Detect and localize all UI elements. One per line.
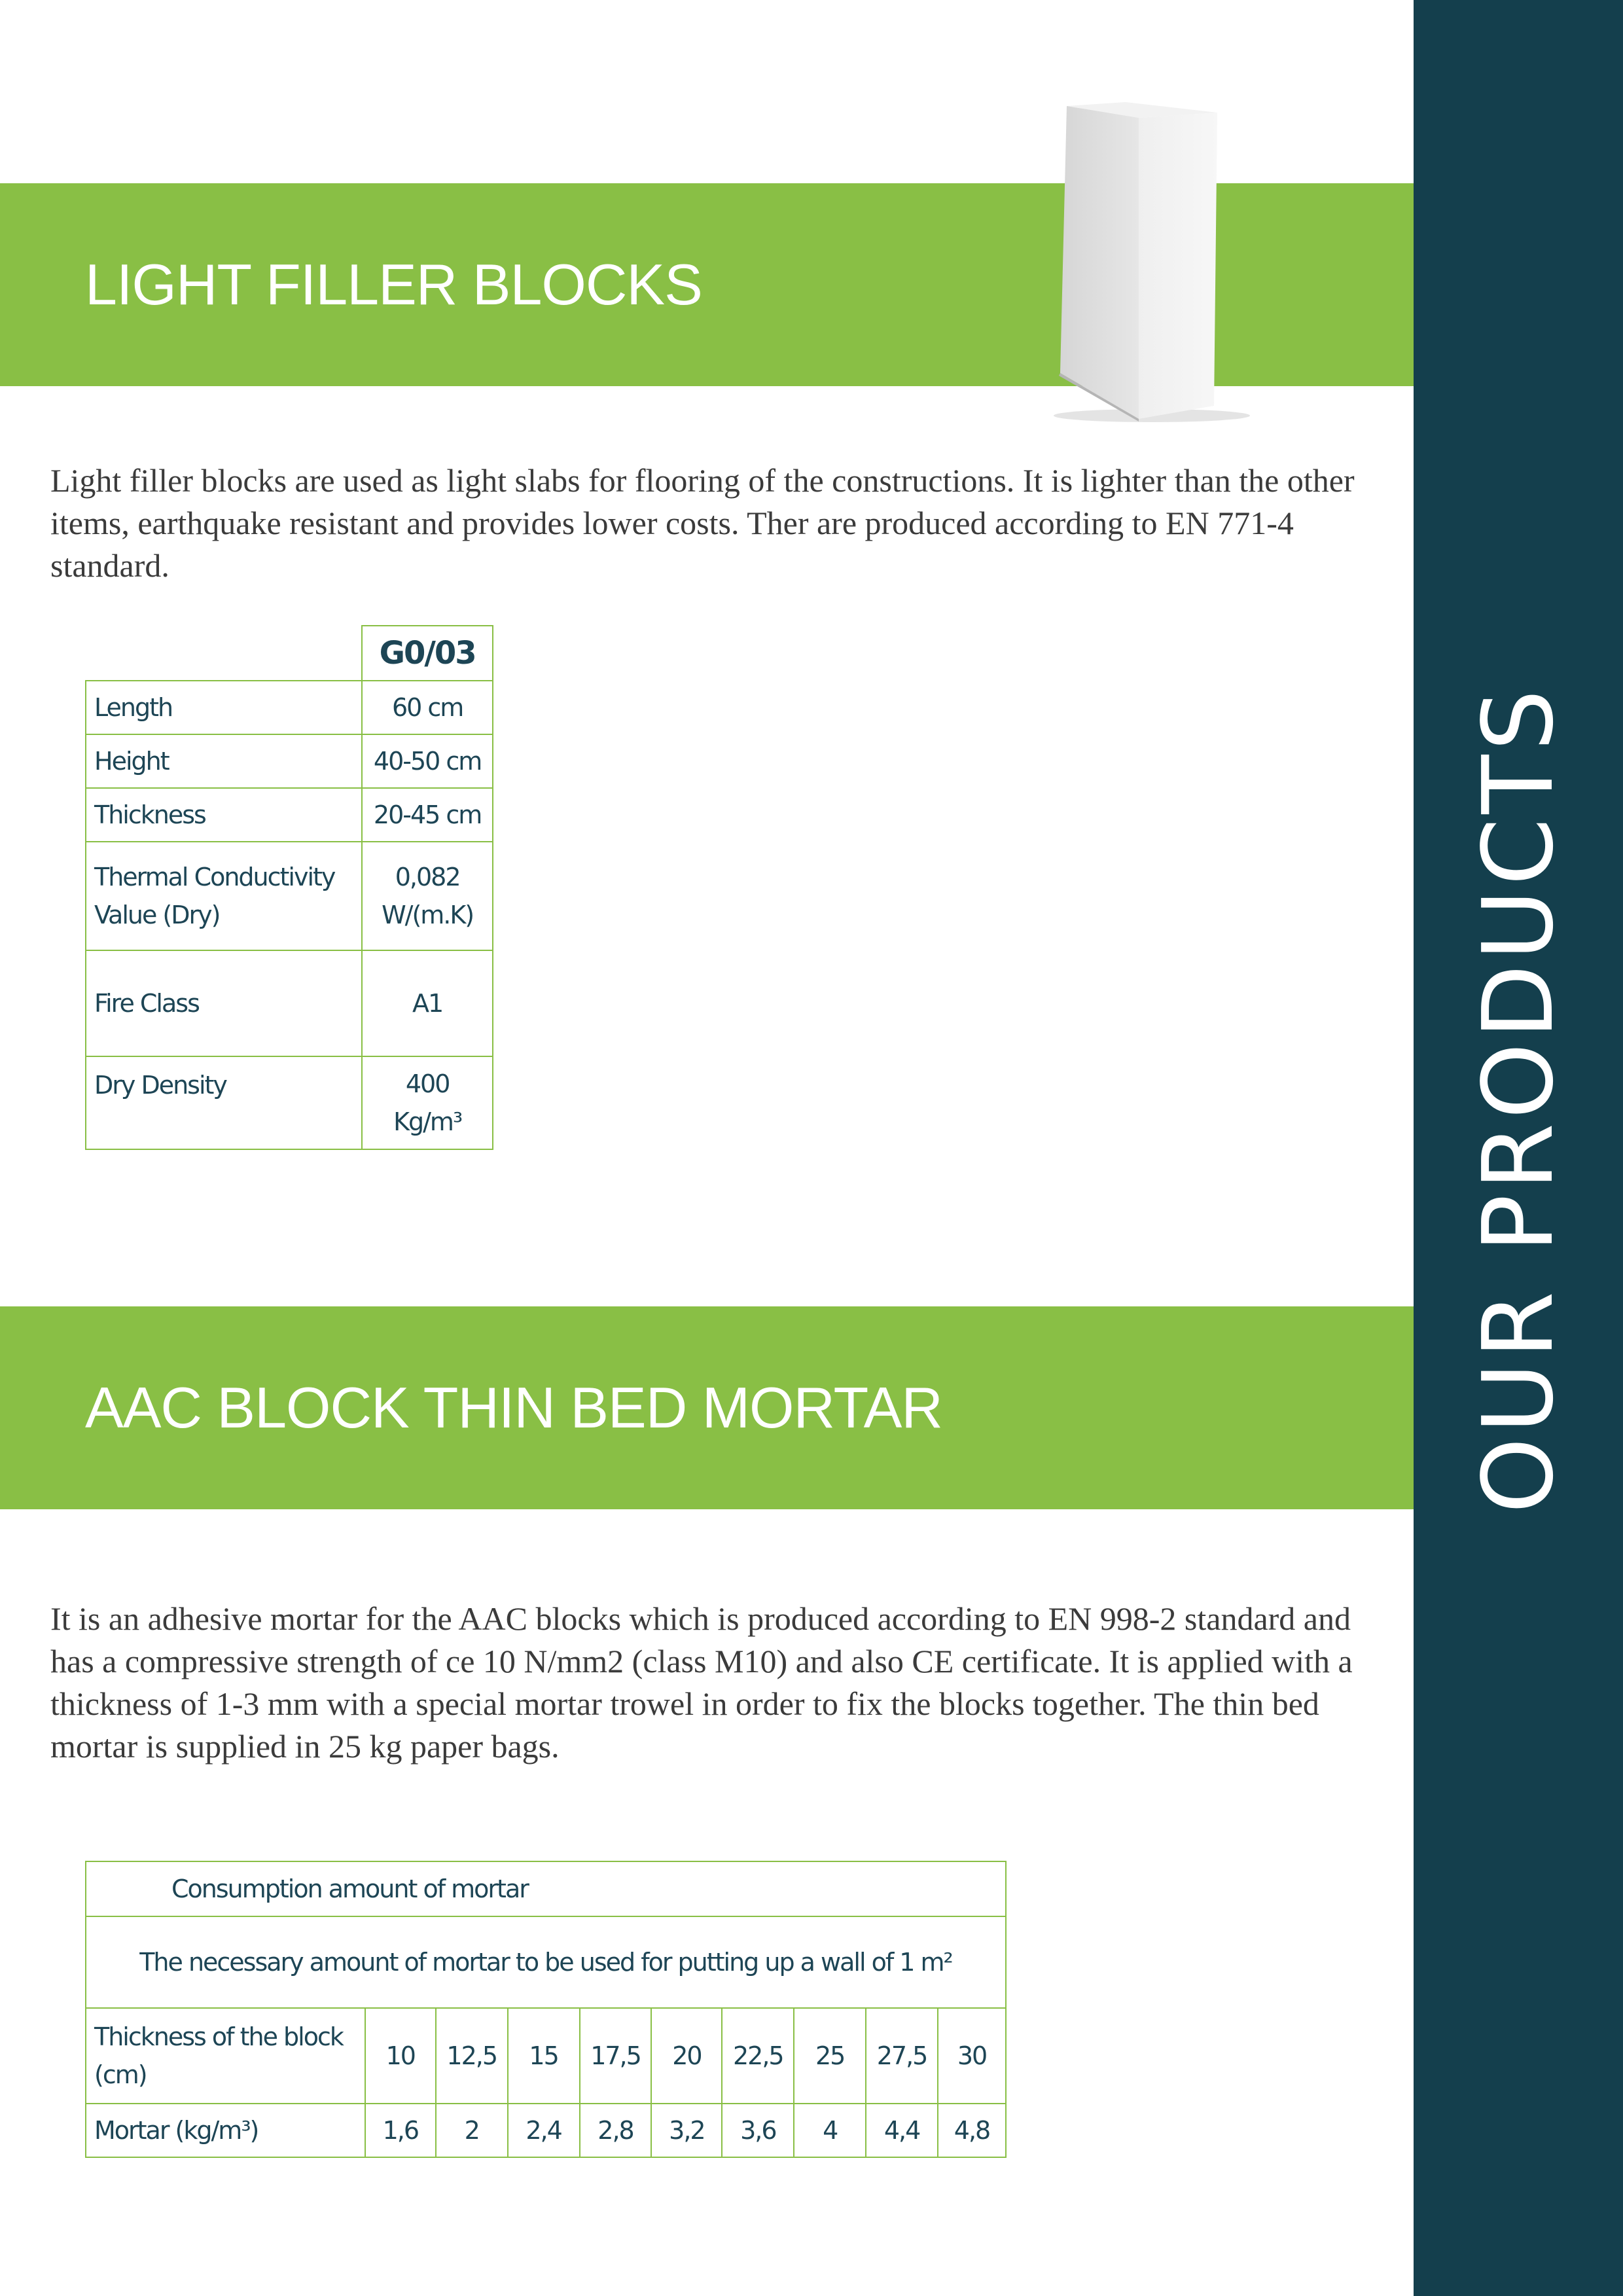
table-subtitle-row [86, 1916, 1006, 2008]
section2-banner [0, 1306, 1414, 1509]
row-label: Dry Density [86, 1056, 362, 1149]
mortar-cell: 2,4 [508, 2104, 580, 2157]
row-value: 400 Kg/m³ [362, 1056, 493, 1149]
row-label: Thermal Conductivity Value (Dry) [86, 842, 362, 950]
thickness-cell: 25 [794, 2008, 866, 2104]
table-row [86, 1056, 493, 1149]
consumption-subtitle: The necessary amount of mortar to be used for putting up a wall of 1 m² [86, 1916, 1006, 2008]
mortar-consumption-table [85, 1861, 1007, 2158]
mortar-cell: 3,6 [722, 2104, 794, 2157]
row-label: Height [86, 734, 362, 788]
sidebar-title: OUR PRODUCTS [1462, 685, 1575, 1514]
light-filler-spec-table [85, 625, 493, 1150]
row-label: Thickness [86, 788, 362, 842]
section1-title: LIGHT FILLER BLOCKS [85, 252, 702, 317]
mortar-cell: 1,6 [365, 2104, 436, 2157]
section1-description: Light filler blocks are used as light slabs for flooring of the constructions. It is lighter than the other items, earthquake resistant and provides lower costs. Ther are produced according to EN 771-4 standard. [50, 462, 1355, 584]
table-row [86, 681, 493, 734]
thickness-cell: 12,5 [436, 2008, 508, 2104]
mortar-cell: 4,4 [866, 2104, 938, 2157]
consumption-title: Consumption amount of mortar [86, 1861, 1006, 1916]
table-row [86, 842, 493, 950]
table-title-row [86, 1861, 1006, 1916]
row-value: 0,082 W/(m.K) [362, 842, 493, 950]
row-value: A1 [362, 950, 493, 1056]
mortar-label: Mortar (kg/m³) [86, 2104, 365, 2157]
mortar-cell: 4 [794, 2104, 866, 2157]
mortar-cell: 3,2 [651, 2104, 722, 2157]
row-value: 40-50 cm [362, 734, 493, 788]
mortar-row [86, 2104, 1006, 2157]
row-label: Length [86, 681, 362, 734]
row-label: Fire Class [86, 950, 362, 1056]
thickness-cell: 27,5 [866, 2008, 938, 2104]
row-value: 60 cm [362, 681, 493, 734]
empty-cell [86, 626, 362, 681]
row-value: 20-45 cm [362, 788, 493, 842]
product-code-header: G0/03 [362, 626, 493, 681]
thickness-cell: 17,5 [580, 2008, 652, 2104]
mortar-cell: 2,8 [580, 2104, 652, 2157]
section2-description: It is an adhesive mortar for the AAC blocks which is produced according to EN 998-2 standard and has a compressive strength of ce 10 N/mm2 (class M10) and also CE certificate. It is applied with a thickness of 1-3 mm with a special mortar trowel in order to fix the blocks together. The thin bed mortar is supplied in 25 kg paper bags. [50, 1600, 1353, 1765]
section2-title: AAC BLOCK THIN BED MORTAR [85, 1375, 942, 1440]
thickness-cell: 22,5 [722, 2008, 794, 2104]
table-row [86, 734, 493, 788]
thickness-row [86, 2008, 1006, 2104]
thickness-cell: 20 [651, 2008, 722, 2104]
table-header-row [86, 626, 493, 681]
aac-block-image [1041, 98, 1257, 425]
thickness-label: Thickness of the block (cm) [86, 2008, 365, 2104]
mortar-cell: 2 [436, 2104, 508, 2157]
mortar-cell: 4,8 [938, 2104, 1006, 2157]
thickness-cell: 10 [365, 2008, 436, 2104]
table-row [86, 950, 493, 1056]
thickness-cell: 30 [938, 2008, 1006, 2104]
table-row [86, 788, 493, 842]
thickness-cell: 15 [508, 2008, 580, 2104]
